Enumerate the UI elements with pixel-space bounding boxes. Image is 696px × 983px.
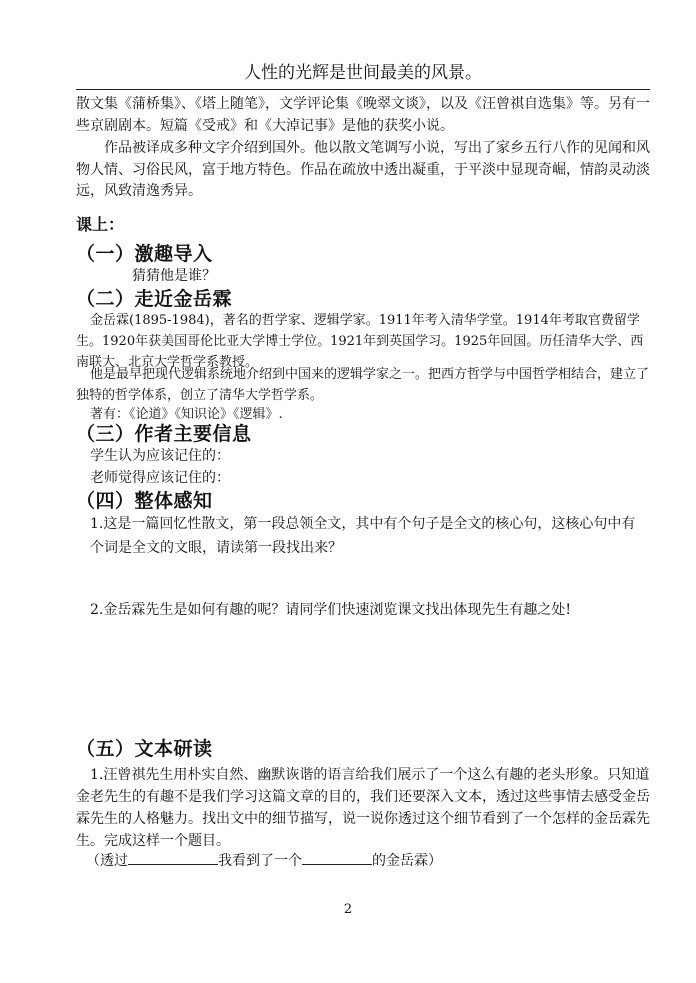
section-4-question-1: 1.这是一篇回忆性散文，第一段总领全文，其中有个句子是全文的核心句，这核心句中有个词是全文的文眼，请读第一段找出来？ — [90, 516, 636, 556]
section-4-heading: （四）整体感知 — [76, 490, 213, 512]
section-3-heading: （三）作者主要信息 — [76, 423, 252, 445]
fill-middle: 我看到了一个 — [218, 853, 302, 869]
fill-prefix: （透过 — [86, 853, 128, 869]
section-5-question-1: 1.汪曾祺先生用朴实自然、幽默诙谐的语言给我们展示了一个这么有趣的老头形象。只知道金老先生的有趣不是我们学习这篇文章的目的，我们还要深入文本，透过这些事情去感受金岳霖先生的人格魅力。找出文中的细节描写，说一说你透过这个细节看到了一个怎样的金岳霖先生。完成这样一个题目。 — [76, 767, 650, 849]
lesson-label: 课上： — [76, 215, 125, 234]
section-5-heading: （五）文本研读 — [76, 738, 213, 760]
section-4-question-2: 2.金岳霖先生是如何有趣的呢？请同学们快速浏览课文找出体现先生有趣之处! — [90, 602, 571, 618]
section-2-paragraph-3: 著有：《论道》《知识论》《逻辑》. — [90, 407, 283, 422]
fill-suffix: 的金岳霖） — [372, 853, 442, 869]
section-2-heading: （二）走近金岳霖 — [76, 288, 233, 310]
intro-paragraph-2: 作品被译成多种文字介绍到国外。他以散文笔调写小说，写出了家乡五行八作的见闻和风物人情、习俗民风，富于地方特色。作品在疏放中透出凝重，于平淡中显现奇崛，情韵灵动淡远，风致清逸秀异。 — [76, 140, 650, 199]
intro-paragraph-1: 散文集《蒲桥集》、《塔上随笔》，文学评论集《晚翠文谈》，以及《汪曾祺自选集》等。另有一些京剧剧本。短篇《受戒》和《大淖记事》是他的获奖小说。 — [76, 96, 650, 134]
section-3-line-1: 学生认为应该记住的： — [90, 448, 230, 464]
answer-blank-2[interactable] — [302, 850, 372, 865]
answer-blank-1[interactable] — [128, 850, 218, 865]
page-number: 2 — [343, 902, 353, 917]
section-2-paragraph-1: 金岳霖(1895-1984)，著名的哲学家、逻辑学家。1911年考入清华学堂。1914年考取官费留学生。1920年获美国哥伦比亚大学博士学位。1921年到英国学习。1925年回国。历任清华大学、西南联大、北京大学哲学系教授。 — [76, 313, 644, 370]
section-1-text: 猜猜他是谁？ — [132, 268, 216, 284]
section-3-line-2: 老师觉得应该记住的： — [90, 470, 230, 486]
section-1-heading: （一）激趣导入 — [76, 243, 213, 265]
page-header-title: 人性的光辉是世间最美的风景。 — [244, 63, 482, 83]
section-5-fill-in-line — [86, 850, 646, 873]
section-2-paragraph-2: 他是最早把现代逻辑系统地介绍到中国来的逻辑学家之一。把西方哲学与中国哲学相结合，建立了独特的哲学体系，创立了清华大学哲学系。 — [76, 367, 650, 403]
header-rule — [76, 89, 650, 90]
